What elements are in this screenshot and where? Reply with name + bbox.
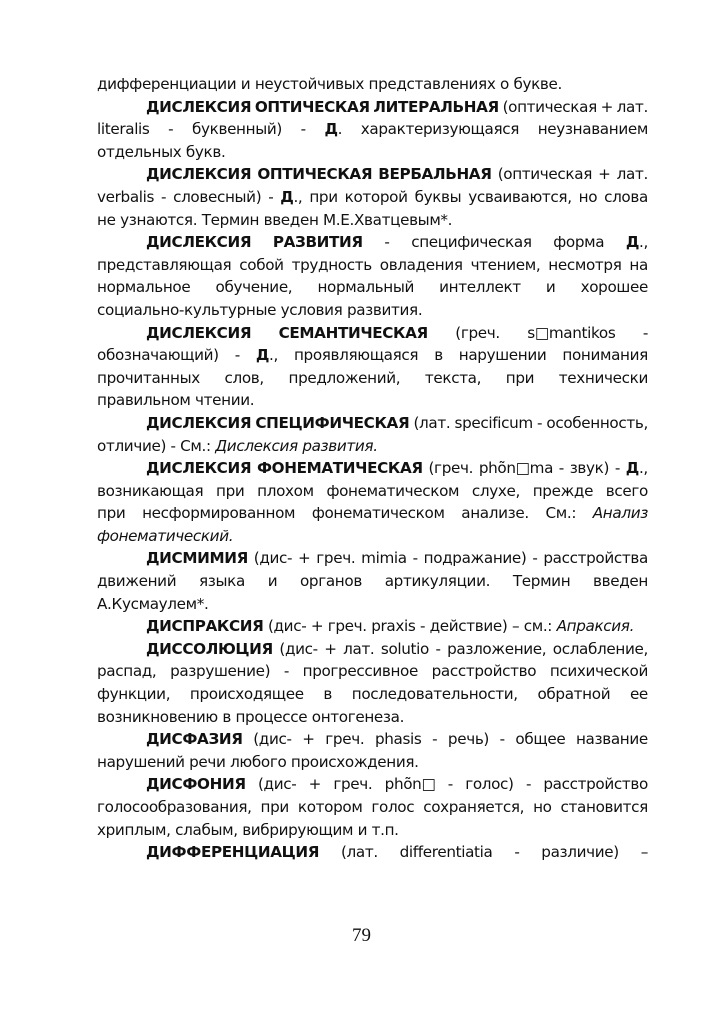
word: + [302,730,315,749]
text-line [97,73,648,96]
word: прочитанных [97,368,200,387]
word: (дис- [267,617,307,636]
word: функции, [97,685,171,704]
word: плохом [257,481,314,500]
word: но [533,798,552,816]
word: возникновению [97,707,218,726]
word: технически [558,368,648,387]
word: текста, [424,368,482,387]
word: расстройства [543,549,648,568]
term-word: ДИСЛЕКСИЯ [146,165,252,184]
word: расстройство [543,775,648,794]
term-word: СЕМАНТИЧЕСКАЯ [278,323,428,342]
text-line [97,706,648,729]
text-line [97,480,648,503]
word: - [268,187,274,206]
word: - [432,730,438,749]
term-word: ОПТИЧЕСКАЯ [257,165,373,184]
term-word: Д., [255,346,278,365]
word: анализе. [461,504,529,523]
word: нарушений [97,752,185,771]
term-word: ФОНЕМАТИЧЕСКАЯ [256,459,423,478]
word: – [640,843,648,862]
word: слова [604,187,648,206]
term-word: РАЗВИТИЯ [272,233,363,252]
word: буквенный) [191,120,282,139]
word: разрушение) [170,662,271,681]
term-word: ВЕРБАЛЬНАЯ [378,165,492,184]
word: введен [263,210,319,229]
text-line [97,593,648,616]
word: - [558,459,564,478]
text-line [97,638,648,661]
word: нормальное [97,278,191,297]
term-word: Д., [625,233,648,252]
word: психической [549,662,648,681]
word: понимания [562,346,648,365]
word: (дис- [257,775,297,794]
reference-word: Анализ [592,504,648,523]
word: (греч. [455,323,500,342]
word: собой [239,255,284,274]
word: правильном [97,391,191,410]
text-line [97,615,648,638]
word: ослабление, [552,639,648,658]
word: отдельных [97,142,182,161]
term-word: ЛИТЕРАЛЬНАЯ [373,97,499,116]
word: букв. [185,142,226,161]
word: букве. [513,75,562,93]
word: - [614,459,620,478]
term-word: Д. [324,120,343,139]
word: овладения [379,255,463,274]
word: solutio [380,639,429,658]
word: дифференциации [97,75,237,93]
word: греч. [327,617,367,636]
word: голосообразования, [97,798,252,816]
word: при [216,481,245,500]
word: нормальный [317,278,415,297]
word: котором [297,798,363,816]
word: т.п. [371,820,399,839]
term-word: ДИСФОНИЯ [146,775,246,794]
word: языка [198,572,245,591]
word: literalis [97,120,150,139]
word: не [97,210,116,229]
word: нарушении [458,346,547,365]
word: при [97,504,126,523]
word: + [308,775,322,794]
word: М.Е.Хватцевым*. [323,210,453,229]
word: проявляющаяся [293,346,419,365]
word: речи [189,752,226,771]
word: развития. [346,300,423,319]
reference-word: Апраксия. [556,617,635,636]
text-line [97,254,648,277]
word: см.: [523,617,553,636]
word: происхождения. [290,752,419,771]
text-line [97,141,648,164]
word: особенность, [546,413,648,432]
word: сохраняется, [423,798,525,816]
word: хорошее [580,278,648,297]
word: лат. [616,97,648,116]
word: обратной [537,685,611,704]
word: phasis [374,730,422,749]
word: при [309,187,338,206]
text-line [97,389,648,412]
word: лат. [616,165,648,184]
word: греч. [333,775,373,794]
word: действие) [429,617,508,636]
word: (лат. [413,413,451,432]
word: mimia [361,549,407,568]
word: (оптическая [497,165,592,184]
word: при [260,798,289,816]
text-line [97,547,648,570]
word: социально-культурные [97,300,277,319]
word: - [447,775,453,794]
word: артикуляции. [384,572,491,591]
word: + [298,549,311,568]
text-line [97,231,648,254]
word: differentiatia [399,843,493,862]
term-word: ДИСМИМИЯ [146,549,248,568]
word: и [267,572,278,591]
word: - [384,233,390,252]
text-line [97,118,648,141]
word: - [642,323,648,342]
text-line [97,502,648,525]
word: онтогенеза. [311,707,405,726]
word: verbalis [97,187,155,206]
word: органов [299,572,362,591]
text-line [97,683,648,706]
word: узнаются. [120,210,198,229]
word: условия [280,300,343,319]
word: + [600,97,613,116]
text-line [97,435,648,458]
word: - [161,187,167,206]
term-word: ДИСЛЕКСИЯ [146,413,252,432]
word: неустойчивых [254,75,365,93]
term-word: СПЕЦИФИЧЕСКАЯ [255,413,410,432]
word: при [505,368,535,387]
text-line [97,525,648,548]
word: любого [230,752,287,771]
word: - [514,843,520,862]
word: вибрирующим [242,820,354,839]
word: несформированном [142,504,296,523]
word: + [598,165,611,184]
word: различие) [541,843,619,862]
word: возникающая [97,481,204,500]
word: phõn□ [384,775,436,794]
page-number: 79 [352,925,371,946]
word: s□mantikos [527,323,616,342]
word: становится [560,798,648,816]
word: движений [97,572,177,591]
word: - [412,549,418,568]
word: phõn□ma [478,459,554,478]
word: всего [605,481,648,500]
word: распад, [97,662,157,681]
reference-word: фонематический. [97,526,234,545]
word: происходящее [189,685,304,704]
word: – [511,617,520,636]
term-word: ДИСЛЕКСИЯ [146,97,252,116]
word: ее [629,685,648,704]
word: обучение, [215,278,293,297]
text-line [97,209,648,232]
text-line [97,367,648,390]
word: подражание) [423,549,527,568]
word: См.: [180,436,211,455]
word: слов, [224,368,264,387]
word: чтении. [195,391,255,410]
word: о [499,75,509,93]
word: - [419,617,426,636]
dictionary-text [97,73,648,864]
text-line [97,570,648,593]
word: + [310,617,324,636]
word: неузнаванием [537,120,648,139]
word: предложений, [288,368,401,387]
word: разложение, [447,639,547,658]
word: представляющая [97,255,232,274]
word: Термин [512,572,571,591]
word: - [170,436,176,455]
word: praxis [371,617,416,636]
term-word: ДИССОЛЮЦИЯ [146,639,273,658]
text-line [97,276,648,299]
term-word: ДИСФАЗИЯ [146,730,243,749]
word: в [222,707,231,726]
term-word: Д., [280,187,303,206]
word: специфическая [411,233,532,252]
word: отличие) [97,436,167,455]
word: буквы [414,187,462,206]
word: общее [515,730,566,749]
word: - [532,549,538,568]
word: которой [344,187,408,206]
word: усваиваются, [468,187,572,206]
text-line [97,819,648,842]
word: слухе, [471,481,520,500]
term-word: ДИСЛЕКСИЯ [146,233,252,252]
word: речь) [447,730,489,749]
word: фонематическом [311,504,445,523]
word: слабым, [175,820,238,839]
text-line [97,344,648,367]
text-line [97,796,648,819]
word: в [434,346,443,365]
word: хриплым, [97,820,171,839]
term-word: ДИСПРАКСИЯ [146,617,264,636]
text-line [97,322,648,345]
term-word: ДИСЛЕКСИЯ [146,323,252,342]
word: в [323,685,333,704]
text-line [97,163,648,186]
word: последовательности, [351,685,518,704]
word: но [578,187,598,206]
word: введен [593,572,648,591]
word: несмотря [548,255,622,274]
word: и [357,820,368,839]
word: (оптическая [502,97,597,116]
word: - [435,639,441,658]
word: обозначающий) [97,346,219,365]
word: (дис- [253,730,292,749]
text-line [97,660,648,683]
term-word: ДИФФЕРЕНЦИАЦИЯ [146,843,320,862]
text-line [97,841,648,864]
reference-word: развития. [302,436,378,455]
word: - [283,662,289,681]
word: голос [371,798,415,816]
reference-word: Дислексия [215,436,298,455]
text-line [97,773,648,796]
term-word: ОПТИЧЕСКАЯ [254,97,370,116]
text-line [97,299,648,322]
word: греч. [316,549,356,568]
word: См.: [545,504,577,523]
text-line [97,186,648,209]
text-line [97,728,648,751]
text-line [97,751,648,774]
word: - [234,346,240,365]
word: расстройство [431,662,537,681]
word: чтением, [470,255,541,274]
term-word: ДИСЛЕКСИЯ [146,459,252,478]
word: словесный) [173,187,262,206]
word: форма [553,233,605,252]
word: - [525,775,532,794]
word: прогрессивное [302,662,418,681]
word: - [499,730,505,749]
word: (греч. [428,459,474,478]
word: представлениях [368,75,496,93]
word: - [537,413,543,432]
text-line [97,457,648,480]
word: - [168,120,174,139]
word: прежде [532,481,594,500]
word: на [629,255,648,274]
text-line [97,412,648,435]
word: (дис- [279,639,318,658]
word: греч. [325,730,365,749]
word: (дис- [253,549,293,568]
text-line [97,96,648,119]
word: и [240,75,251,93]
word: specificum [454,413,533,432]
word: звук) [569,459,610,478]
term-word: Д., [625,459,648,478]
word: характеризующаяся [360,120,520,139]
word: процессе [235,707,308,726]
word: фонематическом [326,481,460,500]
word: трудность [291,255,372,274]
word: интеллект [439,278,521,297]
word: (лат. [340,843,378,862]
word: лат. [343,639,375,658]
word: А.Кусмаулем*. [97,594,209,613]
word: название [575,730,648,749]
word: голос) [465,775,514,794]
word: и [545,278,556,297]
word: - [300,120,306,139]
word: + [324,639,337,658]
word: Термин [201,210,260,229]
